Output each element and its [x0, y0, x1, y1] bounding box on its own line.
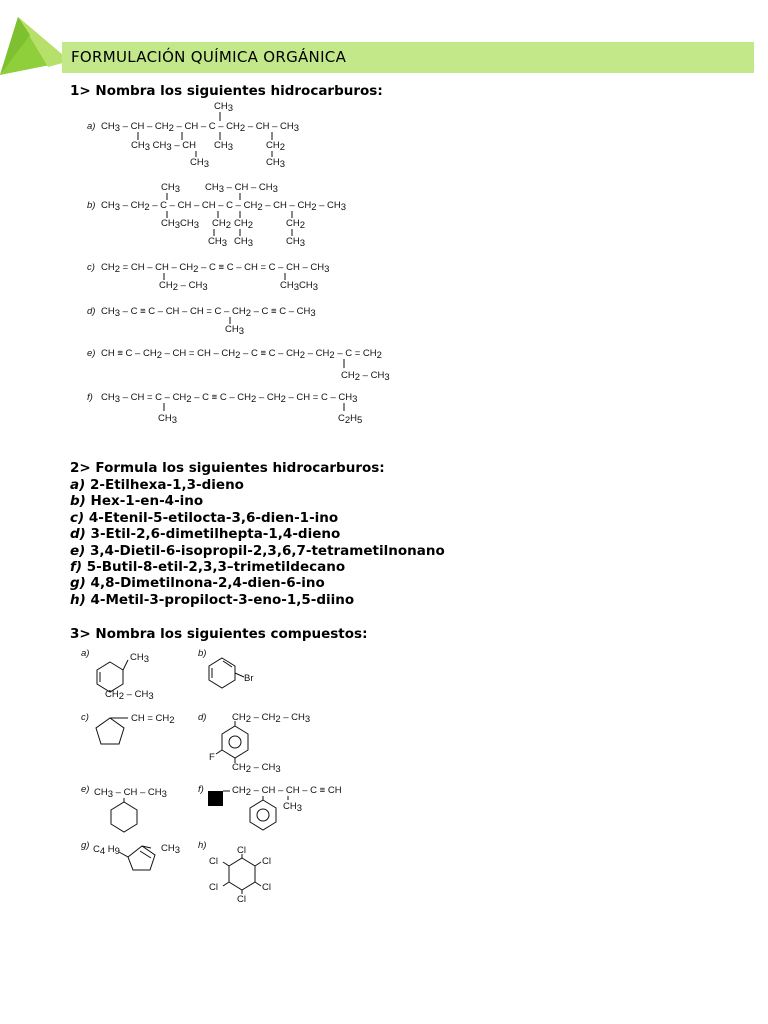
- svg-text:F: F: [209, 752, 215, 763]
- svg-text:Cl: Cl: [209, 882, 218, 893]
- svg-text:CH3: CH3: [130, 652, 150, 665]
- svg-text:CH2 – CH3: CH2 – CH3: [232, 762, 281, 775]
- svg-text:CH2 – CH3: CH2 – CH3: [159, 280, 208, 293]
- structure-3f: [198, 784, 342, 830]
- svg-text:CH2 – CH3: CH2 – CH3: [105, 689, 154, 702]
- svg-text:CH2: CH2: [234, 218, 254, 231]
- svg-text:CH3: CH3: [161, 182, 181, 195]
- svg-text:CH3: CH3: [225, 324, 245, 337]
- section2-title: 2> Formula los siguientes hidrocarburos:: [70, 460, 385, 476]
- svg-text:CH2 – CH2 – CH3: CH2 – CH2 – CH3: [232, 712, 311, 725]
- label-3f: f): [198, 784, 204, 795]
- svg-text:CH3CH3: CH3CH3: [280, 280, 319, 293]
- list-item: d) 3-Etil-2,6-dimetilhepta-1,4-dieno: [70, 526, 341, 543]
- list-item: f) 5-Butil-8-etil-2,3,3–trimetildecano: [70, 558, 346, 575]
- label-3b: b): [198, 648, 207, 659]
- structure-3c: [81, 712, 175, 744]
- svg-text:CH3: CH3: [214, 101, 234, 114]
- svg-text:CH3 – CH – CH3: CH3 – CH – CH3: [94, 787, 167, 800]
- svg-text:CH = CH2: CH = CH2: [131, 713, 175, 726]
- structure-3a: [81, 648, 154, 702]
- svg-text:CH3 – C ≡ C – CH – CH = C – CH: CH3 – C ≡ C – CH – CH = C – CH2 – C ≡ C – CH3: [101, 306, 316, 319]
- structure-3g: [81, 840, 180, 870]
- list-item: b) Hex-1-en-4-ino: [70, 493, 204, 510]
- svg-text:Cl: Cl: [262, 882, 271, 893]
- label-3g: g): [81, 840, 90, 851]
- svg-text:CH3 – CH – CH2 – CH – C – CH2: CH3 – CH – CH2 – CH – C – CH2 – CH – CH3: [101, 121, 300, 134]
- svg-text:CH2: CH2: [212, 218, 232, 231]
- svg-text:Br: Br: [244, 673, 254, 684]
- svg-text:Cl: Cl: [262, 856, 271, 867]
- label-3a: a): [81, 648, 90, 659]
- list-item: h) 4-Metil-3-propiloct-3-eno-1,5-diino: [70, 591, 355, 608]
- label-1c: c): [87, 262, 95, 273]
- svg-text:CH3: CH3: [158, 413, 178, 426]
- svg-text:C2H5: C2H5: [338, 413, 363, 426]
- label-3d: d): [198, 712, 207, 723]
- svg-text:CH3CH3: CH3CH3: [161, 218, 200, 231]
- svg-text:CH3 – CH2 – C – CH – CH – C –: CH3 – CH2 – C – CH – CH – C – CH2 – CH – CH2 – CH3: [101, 200, 347, 213]
- svg-text:CH3 – CH – CH3: CH3 – CH – CH3: [205, 182, 278, 195]
- svg-text:CH3: CH3: [266, 157, 286, 170]
- svg-text:C4 H9: C4 H9: [93, 844, 120, 857]
- section3-title: 3> Nombra los siguientes compuestos:: [70, 626, 368, 642]
- svg-text:CH3: CH3: [286, 236, 306, 249]
- structure-3e: [81, 784, 167, 832]
- svg-text:CH3: CH3: [190, 157, 210, 170]
- structure-3b: [198, 648, 254, 688]
- svg-text:Cl: Cl: [209, 856, 218, 867]
- label-3c: c): [81, 712, 89, 723]
- svg-text:CH3: CH3: [234, 236, 254, 249]
- label-1d: d): [87, 306, 96, 317]
- svg-text:CH3: CH3: [214, 140, 234, 153]
- svg-text:Cl: Cl: [237, 894, 246, 905]
- svg-text:CH2: CH2: [286, 218, 306, 231]
- page-title: FORMULACIÓN QUÍMICA ORGÁNICA: [71, 48, 347, 66]
- label-3h: h): [198, 840, 207, 851]
- structure-3h: [198, 840, 271, 905]
- svg-text:CH3: CH3: [161, 843, 181, 856]
- svg-text:CH3: CH3: [283, 801, 303, 814]
- svg-text:CH3 – CH = C – CH2 – C ≡ C – C: CH3 – CH = C – CH2 – C ≡ C – CH2 – CH2 – CH = C – CH3: [101, 392, 358, 405]
- svg-text:CH2 – CH3: CH2 – CH3: [341, 370, 390, 383]
- list-item: c) 4-Etenil-5-etilocta-3,6-dien-1-ino: [70, 509, 339, 526]
- svg-text:CH3 CH3 – CH: CH3 CH3 – CH: [131, 140, 196, 153]
- svg-text:CH3: CH3: [208, 236, 228, 249]
- label-1a: a): [87, 121, 96, 132]
- svg-text:CH2 = CH – CH – CH2 – C ≡ C –: CH2 = CH – CH – CH2 – C ≡ C – CH = C – CH – CH3: [101, 262, 330, 275]
- svg-text:CH2 – CH – CH – C ≡ CH: CH2 – CH – CH – C ≡ CH: [232, 785, 342, 798]
- label-3e: e): [81, 784, 90, 795]
- svg-text:CH2: CH2: [266, 140, 286, 153]
- svg-text:Cl: Cl: [237, 845, 246, 856]
- structure-3d: [198, 712, 310, 775]
- list-item: e) 3,4-Dietil-6-isopropil-2,3,6,7-tetrametilnonano: [70, 542, 445, 559]
- svg-text:CH ≡ C – CH2 – CH = CH – CH2 –: CH ≡ C – CH2 – CH = CH – CH2 – C ≡ C – CH2 – CH2 – C = CH2: [101, 348, 382, 361]
- label-1e: e): [87, 348, 96, 359]
- list-item: g) 4,8-Dimetilnona-2,4-dien-6-ino: [70, 575, 325, 592]
- label-1b: b): [87, 200, 96, 211]
- list-item: a) 2-Etilhexa-1,3-dieno: [70, 477, 244, 493]
- section1-title: 1> Nombra los siguientes hidrocarburos:: [70, 83, 383, 99]
- label-1f: f): [87, 392, 93, 403]
